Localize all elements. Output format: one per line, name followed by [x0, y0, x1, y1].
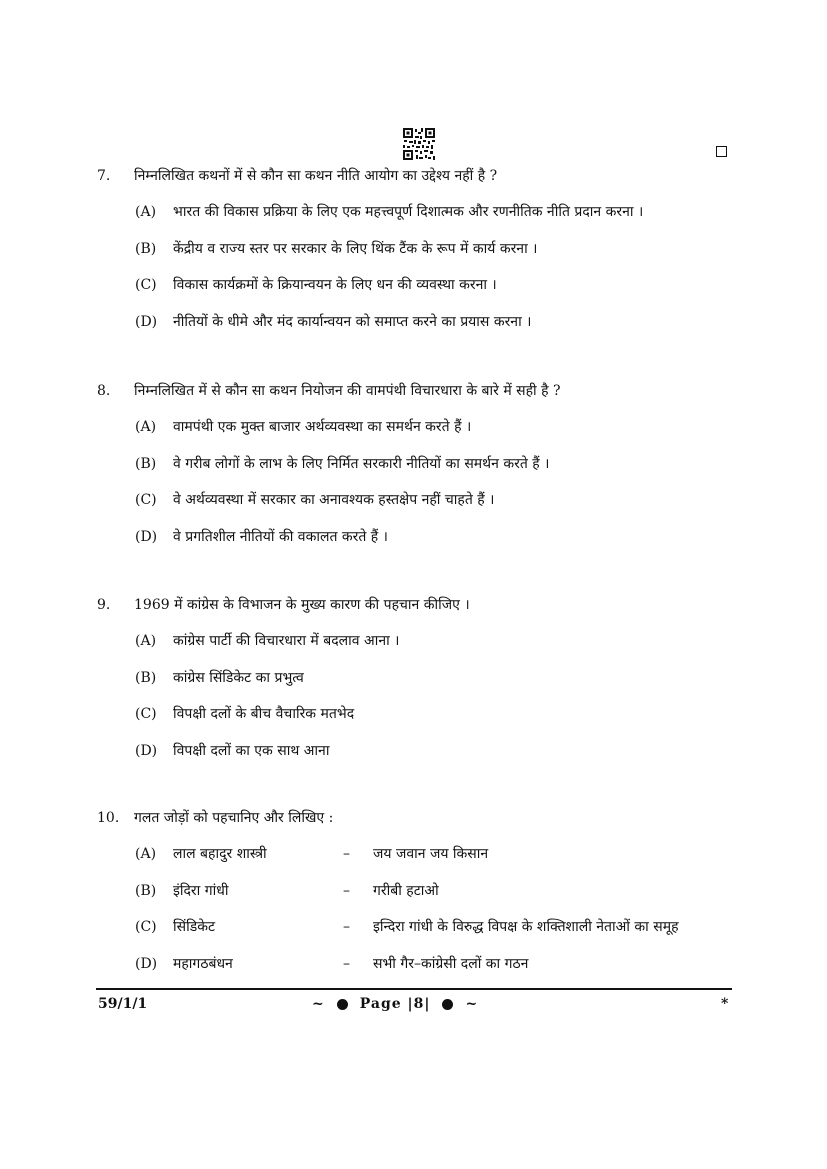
question-text: 1969 में कांग्रेस के विभाजन के मुख्य कारण की पहचान कीजिए ।	[134, 597, 470, 613]
question-number: 7.	[97, 168, 111, 184]
qr-code-icon	[402, 127, 436, 161]
question-text: गलत जोड़ों को पहचानिए और लिखिए :	[134, 810, 334, 826]
pair-right: गरीबी हटाओ	[373, 882, 439, 899]
option-c	[135, 490, 737, 510]
pair-left: लाल बहादुर शास्त्री	[173, 846, 267, 862]
option-a	[135, 631, 737, 651]
option-label: (B)	[135, 240, 157, 257]
page-indicator	[312, 996, 478, 1012]
tilde-right: ~	[465, 996, 479, 1012]
option-d	[135, 527, 737, 547]
option-text: वे अर्थव्यवस्था में सरकार का अनावश्यक हस्तक्षेप नहीं चाहते हैं ।	[173, 492, 495, 508]
pair-right: जय जवान जय किसान	[373, 846, 489, 862]
question-8	[97, 381, 737, 547]
pair-dash: –	[343, 919, 350, 935]
option-label: (A)	[135, 419, 157, 435]
option-label: (C)	[135, 492, 157, 508]
option-label: (B)	[135, 882, 157, 899]
question-text: निम्नलिखित कथनों में से कौन सा कथन नीति आयोग का उद्देश्य नहीं है ?	[134, 168, 498, 184]
page-number: Page |8|	[359, 996, 431, 1012]
option-text: वे प्रगतिशील नीतियों की वकालत करते हैं ।	[173, 528, 388, 545]
option-d	[135, 741, 737, 761]
option-text: विपक्षी दलों के बीच वैचारिक मतभेद	[173, 706, 355, 722]
option-label: (B)	[135, 669, 157, 686]
option-a	[135, 202, 737, 222]
bullet-icon	[442, 999, 453, 1010]
option-b	[135, 454, 737, 474]
option-text: नीतियों के धीमे और मंद कार्यान्वयन को समाप्त करने का प्रयास करना ।	[173, 313, 532, 330]
option-text: विपक्षी दलों का एक साथ आना	[173, 742, 330, 759]
option-label: (D)	[135, 313, 158, 330]
option-label: (D)	[135, 955, 158, 972]
pair-left: सिंडिकेट	[173, 919, 216, 935]
option-label: (C)	[135, 919, 157, 935]
question-9	[97, 595, 737, 761]
pair-dash: –	[343, 882, 350, 899]
option-label: (C)	[135, 277, 157, 293]
option-text: कांग्रेस पार्टी की विचारधारा में बदलाव आना ।	[173, 633, 400, 649]
option-label: (D)	[135, 528, 158, 545]
pair-right: सभी गैर–कांग्रेसी दलों का गठन	[373, 955, 529, 972]
footer-star: *	[721, 996, 729, 1012]
option-text: भारत की विकास प्रक्रिया के लिए एक महत्त्वपूर्ण दिशात्मक और रणनीतिक नीति प्रदान करना ।	[173, 204, 644, 220]
pair-left: इंदिरा गांधी	[173, 882, 229, 899]
option-label: (A)	[135, 633, 157, 649]
question-text: निम्नलिखित में से कौन सा कथन नियोजन की वामपंथी विचारधारा के बारे में सही है ?	[134, 383, 561, 399]
question-10	[97, 808, 737, 974]
option-label: (A)	[135, 846, 157, 862]
option-label: (B)	[135, 455, 157, 472]
option-text: केंद्रीय व राज्य स्तर पर सरकार के लिए थिंक टैंक के रूप में कार्य करना ।	[173, 240, 538, 257]
paper-code: 59/1/1	[98, 996, 148, 1012]
option-label: (D)	[135, 742, 158, 759]
option-d	[135, 312, 737, 332]
question-number: 10.	[97, 810, 120, 826]
pair-d	[135, 954, 737, 974]
option-text: कांग्रेस सिंडिकेट का प्रभुत्व	[173, 669, 304, 686]
question-number: 9.	[97, 597, 111, 613]
question-7	[97, 166, 737, 332]
option-b	[135, 239, 737, 259]
pair-left: महागठबंधन	[173, 955, 233, 972]
checkbox-icon	[716, 146, 727, 157]
tilde-left: ~	[312, 996, 325, 1012]
footer-rule	[96, 988, 732, 990]
option-text: वे गरीब लोगों के लाभ के लिए निर्मित सरकारी नीतियों का समर्थन करते हैं ।	[173, 455, 550, 472]
pair-dash: –	[343, 846, 350, 862]
pair-a	[135, 844, 737, 864]
option-label: (A)	[135, 204, 157, 220]
option-text: वामपंथी एक मुक्त बाजार अर्थव्यवस्था का समर्थन करते हैं ।	[173, 419, 472, 435]
option-label: (C)	[135, 706, 157, 722]
pair-c	[135, 917, 737, 937]
pair-b	[135, 881, 737, 901]
option-c	[135, 704, 737, 724]
option-c	[135, 275, 737, 295]
pair-dash: –	[343, 955, 350, 972]
question-number: 8.	[97, 383, 111, 399]
option-a	[135, 417, 737, 437]
option-text: विकास कार्यक्रमों के क्रियान्वयन के लिए धन की व्यवस्था करना ।	[173, 277, 497, 293]
option-b	[135, 668, 737, 688]
bullet-icon	[337, 999, 348, 1010]
pair-right: इन्दिरा गांधी के विरुद्ध विपक्ष के शक्तिशाली नेताओं का समूह	[373, 919, 679, 935]
